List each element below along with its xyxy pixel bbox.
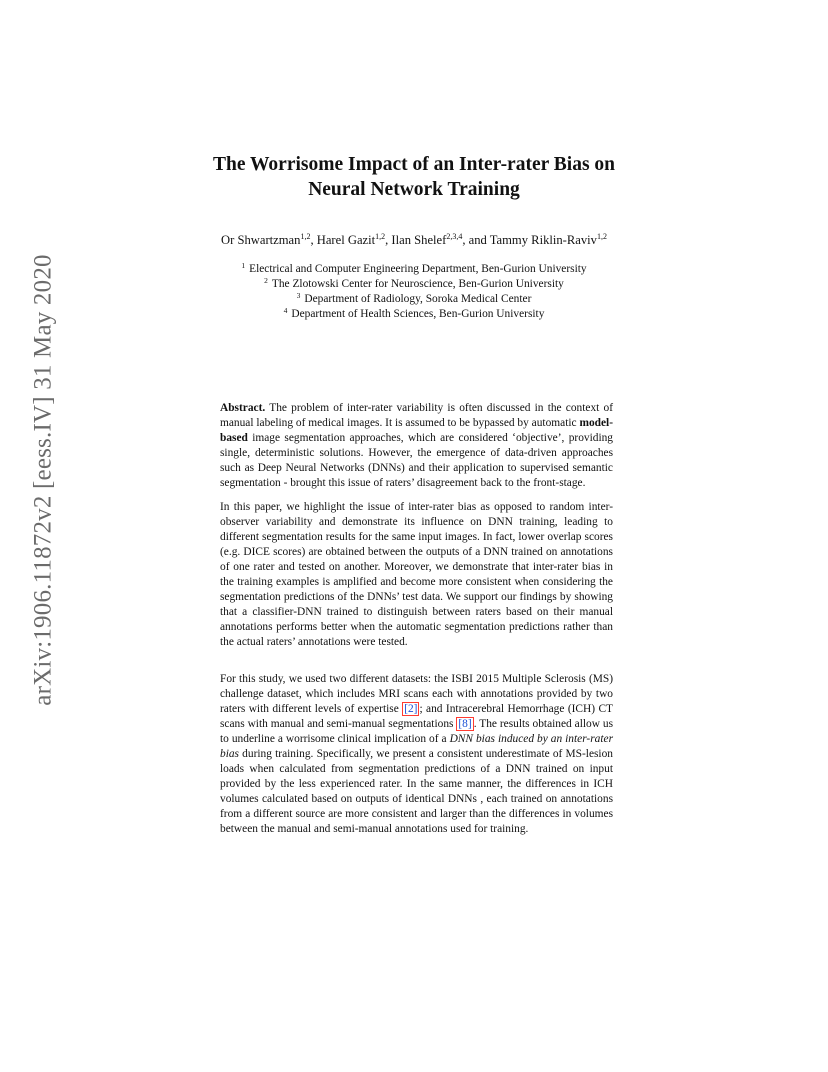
citation-link[interactable]: [8] — [458, 718, 472, 730]
arxiv-side-stamp — [24, 254, 64, 706]
abstract-section — [220, 401, 613, 846]
abstract-text: The problem of inter-rater variability is often discussed in the context of manual labeling of medical images. It is assumed to be bypassed by automatic — [220, 402, 613, 429]
author-affiliation-marks: 2,3,4 — [446, 232, 463, 241]
author-affiliation-marks: 1,2 — [375, 232, 386, 241]
arxiv-identifier: arXiv:1906.11872v2 [eess.IV] 31 May 2020 — [30, 254, 58, 706]
affiliation-item — [150, 262, 678, 277]
abstract-text: image segmentation approaches, which are considered ‘objective’, providing single, deterministic solutions. However, the emergence of data-driven approaches such as Deep Neural Networks (DNNs) and their application to supervised semantic segmentation - brought this issue of raters’ disagreement back to the front-stage. — [220, 432, 613, 489]
author-separator: , — [385, 233, 392, 247]
author-name: Or Shwartzman — [221, 233, 301, 247]
abstract-paragraph-2: In this paper, we highlight the issue of inter-rater bias as opposed to random inter-observer variability and demonstrate its influence on DNN training, leading to different segmentation results for the same input images. In fact, lower overlap scores (e.g. DICE scores) are obtained between the outputs of a DNN trained on annotations of one rater and tested on another. Moreover, we demonstrate that inter-rater bias in the training examples is amplified and become more consistent when considering the segmentation predictions of the DNNs’ test data. We support our findings by showing that a classifier-DNN trained to distinguish between raters based on their manual annotations performs better when the automatic segmentation predictions rather than the actual raters’ annotations were tested. — [220, 501, 613, 648]
affiliation-list — [150, 262, 678, 322]
author-name: Harel Gazit — [316, 233, 376, 247]
abstract-text: . The results obtained allow us to underline a worrisome clinical implication of a — [220, 718, 613, 745]
title-line-2: Neural Network Training — [308, 179, 520, 200]
abstract-text: For this study, we used two different datasets: the ISBI 2015 Multiple Sclerosis (MS) challenge dataset, which includes MRI scans each with annotations provided by two raters with different levels of expertise — [220, 673, 613, 715]
bold-term: model-based — [220, 417, 613, 444]
author-affiliation-marks: 1,2 — [596, 232, 607, 241]
abstract-heading: Abstract. — [220, 402, 266, 414]
affiliation-item — [150, 307, 678, 322]
author-name: Ilan Shelef — [391, 233, 447, 247]
affiliation-number: 3 — [296, 291, 301, 300]
abstract-paragraph-1 — [220, 401, 613, 491]
affiliation-text: Department of Radiology, Soroka Medical Center — [304, 293, 532, 305]
affiliation-number: 2 — [264, 276, 268, 285]
author-affiliation-marks: 1,2 — [300, 232, 311, 241]
affiliation-number: 1 — [241, 261, 246, 270]
affiliation-item — [150, 277, 678, 292]
affiliation-item — [150, 292, 678, 307]
affiliation-number: 4 — [283, 306, 288, 315]
abstract-text: during training. Specifically, we present a consistent underestimate of MS-lesion loads when calculated from segmentation predictions of a DNN trained on input provided by the less experienced rater. In the same manner, the differences in ICH volumes calculated based on outputs of identical DNNs , each trained on annotations from a different source are more consistent and larger than the differences in volumes between the manual and semi-manual annotations used for training. — [220, 748, 613, 835]
affiliation-text: The Zlotowski Center for Neuroscience, Ben-Gurion University — [271, 278, 564, 290]
title-line-1: The Worrisome Impact of an Inter-rater Bias on — [212, 154, 616, 175]
author-separator: , and — [462, 233, 490, 247]
abstract-paragraph-3 — [220, 672, 613, 837]
affiliation-text: Department of Health Sciences, Ben-Gurion University — [291, 308, 545, 320]
citation-link[interactable]: [2] — [404, 703, 418, 715]
paper-title — [120, 152, 708, 202]
author-separator: , — [310, 233, 317, 247]
abstract-text: ; and Intracerebral Hemorrhage (ICH) CT scans with manual and semi-manual segmentations — [220, 703, 613, 730]
author-list — [100, 232, 728, 248]
author-name: Tammy Riklin-Raviv — [489, 233, 597, 247]
italic-phrase: DNN bias induced by an inter-rater bias — [220, 733, 614, 760]
affiliation-text: Electrical and Computer Engineering Department, Ben-Gurion University — [249, 263, 587, 275]
